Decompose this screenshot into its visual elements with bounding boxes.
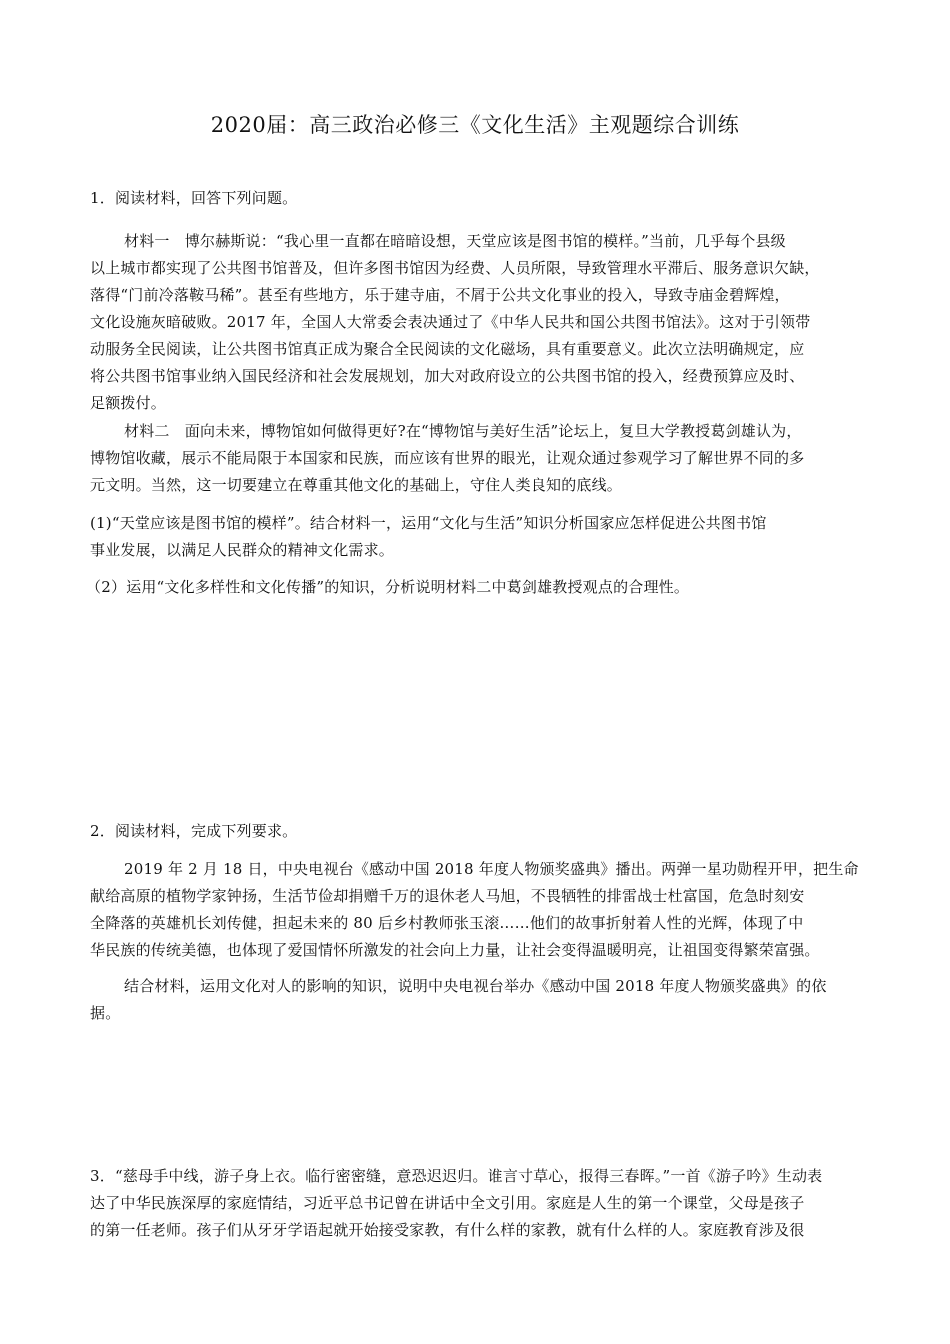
material-line: 材料一 博尔赫斯说：“我心里一直都在暗暗设想，天堂应该是图书馆的模样。”当前，几乎每个县级: [124, 232, 786, 250]
question-2-question: [90, 973, 870, 1027]
question-1-sub-1: [90, 510, 870, 564]
question-line: 的第一任老师。孩子们从牙牙学语起就开始接受家教，有什么样的家教，就有什么样的人。家庭教育涉及很: [90, 1221, 805, 1239]
sub-question-line: (1)“天堂应该是图书馆的模样”。结合材料一，运用“文化与生活”知识分析国家应怎样促进公共图书馆: [90, 514, 767, 532]
question-line: 据。: [90, 1004, 121, 1022]
material-line: 将公共图书馆事业纳入国民经济和社会发展规划，加大对政府设立的公共图书馆的投入，经费预算应及时、: [90, 367, 805, 385]
question-1-sub-2: [86, 574, 866, 601]
question-1-material-2: [90, 418, 870, 499]
question-heading: 2．阅读材料，完成下列要求。: [90, 822, 298, 840]
question-2-head: [90, 818, 870, 845]
question-line: 达了中华民族深厚的家庭情结，习近平总书记曾在讲话中全文引用。家庭是人生的第一个课堂，父母是孩子: [90, 1194, 805, 1212]
material-line: 动服务全民阅读，让公共图书馆真正成为聚合全民阅读的文化磁场，具有重要意义。此次立法明确规定，应: [90, 340, 805, 358]
material-line: 2019 年 2 月 18 日，中央电视台《感动中国 2018 年度人物颁奖盛典》播出。两弹一星功勋程开甲，把生命: [124, 860, 859, 878]
question-1-material-1: [90, 228, 870, 417]
question-1-head: [90, 185, 870, 212]
material-line: 献给高原的植物学家钟扬，生活节俭却捐赠千万的退休老人马旭，不畏牺牲的排雷战士杜富国，危急时刻安: [90, 887, 805, 905]
material-line: 全降落的英雄机长刘传健，担起未来的 80 后乡村教师张玉滚……他们的故事折射着人性的光辉，体现了中: [90, 914, 804, 932]
page-title: 2020届：高三政治必修三《文化生活》主观题综合训练: [210, 113, 740, 137]
material-line: 材料二 面向未来，博物馆如何做得更好?在“博物馆与美好生活”论坛上，复旦大学教授葛剑雄认为，: [124, 422, 802, 440]
question-heading: 1．阅读材料，回答下列问题。: [90, 189, 298, 207]
material-line: 华民族的传统美德，也体现了爱国情怀所激发的社会向上力量，让社会变得温暖明亮，让祖国变得繁荣富强。: [90, 941, 820, 959]
material-line: 落得“门前冷落鞍马稀”。甚至有些地方，乐于建寺庙，不屑于公共文化事业的投入，导致寺庙金碧辉煌，: [90, 286, 790, 304]
question-2-material: [90, 856, 870, 964]
sub-question-line: （2）运用“文化多样性和文化传播”的知识，分析说明材料二中葛剑雄教授观点的合理性。: [86, 578, 690, 596]
material-line: 元文明。当然，这一切要建立在尊重其他文化的基础上，守住人类良知的底线。: [90, 476, 623, 494]
sub-question-line: 事业发展，以满足人民群众的精神文化需求。: [90, 541, 395, 559]
question-line: 结合材料，运用文化对人的影响的知识，说明中央电视台举办《感动中国 2018 年度人物颁奖盛典》的依: [124, 977, 827, 995]
material-line: 博物馆收藏，展示不能局限于本国家和民族，而应该有世界的眼光，让观众通过参观学习了解世界不同的多: [90, 449, 805, 467]
material-line: 以上城市都实现了公共图书馆普及，但许多图书馆因为经费、人员所限，导致管理水平滞后、服务意识欠缺，: [90, 259, 820, 277]
material-line: 足额拨付。: [90, 394, 167, 412]
question-3: [90, 1163, 870, 1244]
material-line: 文化设施灰暗破败。2017 年，全国人大常委会表决通过了《中华人民共和国公共图书馆法》。这对于引领带: [90, 313, 811, 331]
question-line: 3．“慈母手中线，游子身上衣。临行密密缝，意恐迟迟归。谁言寸草心，报得三春晖。”一首《游子吟》生动表: [90, 1167, 823, 1185]
